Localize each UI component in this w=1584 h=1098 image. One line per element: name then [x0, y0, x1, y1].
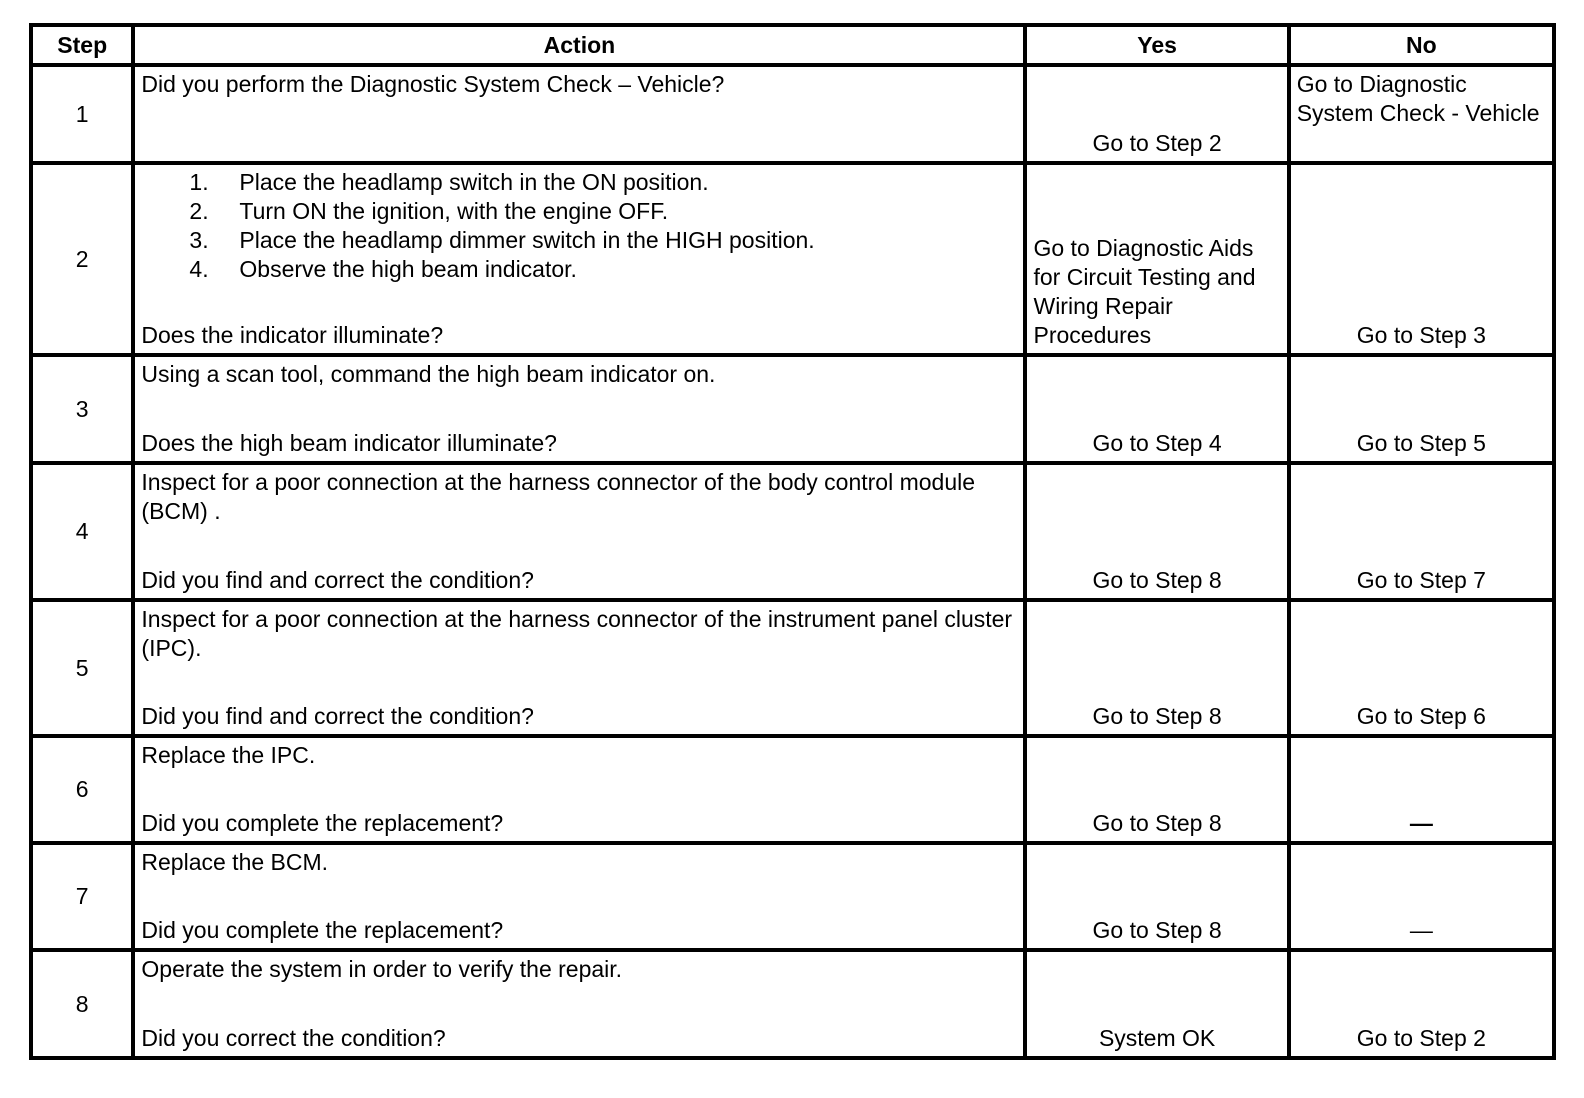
step-number: 7 [31, 843, 133, 950]
action-question: Does the high beam indicator illuminate? [141, 430, 557, 456]
table-row [31, 736, 1554, 843]
step-number: 5 [31, 600, 133, 736]
step-number: 2 [31, 163, 133, 355]
action-text: Inspect for a poor connection at the harness connector of the body control module (BCM) . [141, 469, 976, 524]
yes-cell [1025, 950, 1288, 1058]
action-question: Did you find and correct the condition? [141, 703, 534, 729]
header-action: Action [133, 25, 1025, 65]
header-row [31, 25, 1554, 65]
yes-cell [1025, 163, 1288, 355]
yes-text: Go to Step 8 [1092, 917, 1222, 943]
no-cell [1289, 950, 1554, 1058]
no-cell [1289, 843, 1554, 950]
diagnostic-table [29, 23, 1556, 1060]
no-text: Go to Diagnostic System Check - Vehicle [1296, 71, 1540, 126]
no-text: Go to Step 3 [1356, 322, 1486, 348]
yes-cell [1025, 843, 1288, 950]
yes-text: Go to Step 8 [1092, 703, 1222, 729]
step-number: 4 [31, 463, 133, 600]
yes-cell [1025, 355, 1288, 463]
action-text: Replace the BCM. [141, 849, 329, 875]
action-cell [133, 355, 1025, 463]
no-cell [1289, 463, 1554, 600]
table-row [31, 163, 1554, 355]
action-question: Did you correct the condition? [141, 1025, 446, 1051]
action-cell [133, 600, 1025, 736]
no-text: Go to Step 7 [1356, 567, 1486, 593]
table-row [31, 65, 1554, 163]
header-yes: Yes [1025, 25, 1288, 65]
list-item [141, 168, 1017, 197]
list-item-text: Place the headlamp switch in the ON position. [239, 169, 709, 195]
action-step-list [141, 168, 1017, 284]
table-row [31, 600, 1554, 736]
step-number: 6 [31, 736, 133, 843]
yes-cell [1025, 463, 1288, 600]
action-text: Operate the system in order to verify the repair. [141, 956, 623, 982]
no-cell [1289, 65, 1554, 163]
action-cell [133, 463, 1025, 600]
no-cell [1289, 163, 1554, 355]
yes-text: Go to Step 8 [1092, 567, 1222, 593]
action-text: Using a scan tool, command the high beam indicator on. [141, 361, 716, 387]
yes-cell [1025, 600, 1288, 736]
action-cell [133, 950, 1025, 1058]
no-cell [1289, 355, 1554, 463]
table-row [31, 950, 1554, 1058]
step-number: 8 [31, 950, 133, 1058]
action-question: Did you find and correct the condition? [141, 567, 534, 593]
no-dash: — [1409, 810, 1433, 836]
action-question: Does the indicator illuminate? [141, 322, 444, 348]
action-cell [133, 736, 1025, 843]
no-text: Go to Step 6 [1356, 703, 1486, 729]
list-item-number: 3. [189, 227, 209, 253]
table-row [31, 843, 1554, 950]
yes-text: Go to Step 2 [1092, 130, 1222, 156]
action-question: Did you complete the replacement? [141, 917, 504, 943]
header-step: Step [31, 25, 133, 65]
action-question: Did you complete the replacement? [141, 810, 504, 836]
no-dash: — [1409, 917, 1433, 943]
action-text: Did you perform the Diagnostic System Check – Vehicle? [141, 71, 725, 97]
header-no: No [1289, 25, 1554, 65]
list-item-number: 1. [189, 169, 209, 195]
action-text: Inspect for a poor connection at the harness connector of the instrument panel cluster (IPC). [141, 606, 1013, 661]
list-item [141, 255, 1017, 284]
no-cell [1289, 600, 1554, 736]
step-number: 1 [31, 65, 133, 163]
list-item [141, 197, 1017, 226]
yes-cell [1025, 736, 1288, 843]
list-item [141, 226, 1017, 255]
table-row [31, 463, 1554, 600]
list-item-number: 4. [189, 256, 209, 282]
step-number: 3 [31, 355, 133, 463]
yes-text: Go to Step 4 [1092, 430, 1222, 456]
yes-text: Go to Step 8 [1092, 810, 1222, 836]
list-item-text: Turn ON the ignition, with the engine OFF. [239, 198, 669, 224]
action-cell [133, 65, 1025, 163]
yes-text: System OK [1098, 1025, 1216, 1051]
action-cell [133, 163, 1025, 355]
table-row [31, 355, 1554, 463]
action-text: Replace the IPC. [141, 742, 316, 768]
list-item-number: 2. [189, 198, 209, 224]
no-text: Go to Step 5 [1356, 430, 1486, 456]
yes-cell [1025, 65, 1288, 163]
no-text: Go to Step 2 [1356, 1025, 1486, 1051]
yes-text: Go to Diagnostic Aids for Circuit Testing and Wiring Repair Procedures [1033, 235, 1256, 348]
list-item-text: Observe the high beam indicator. [239, 256, 577, 282]
action-cell [133, 843, 1025, 950]
no-cell [1289, 736, 1554, 843]
list-item-text: Place the headlamp dimmer switch in the HIGH position. [239, 227, 815, 253]
